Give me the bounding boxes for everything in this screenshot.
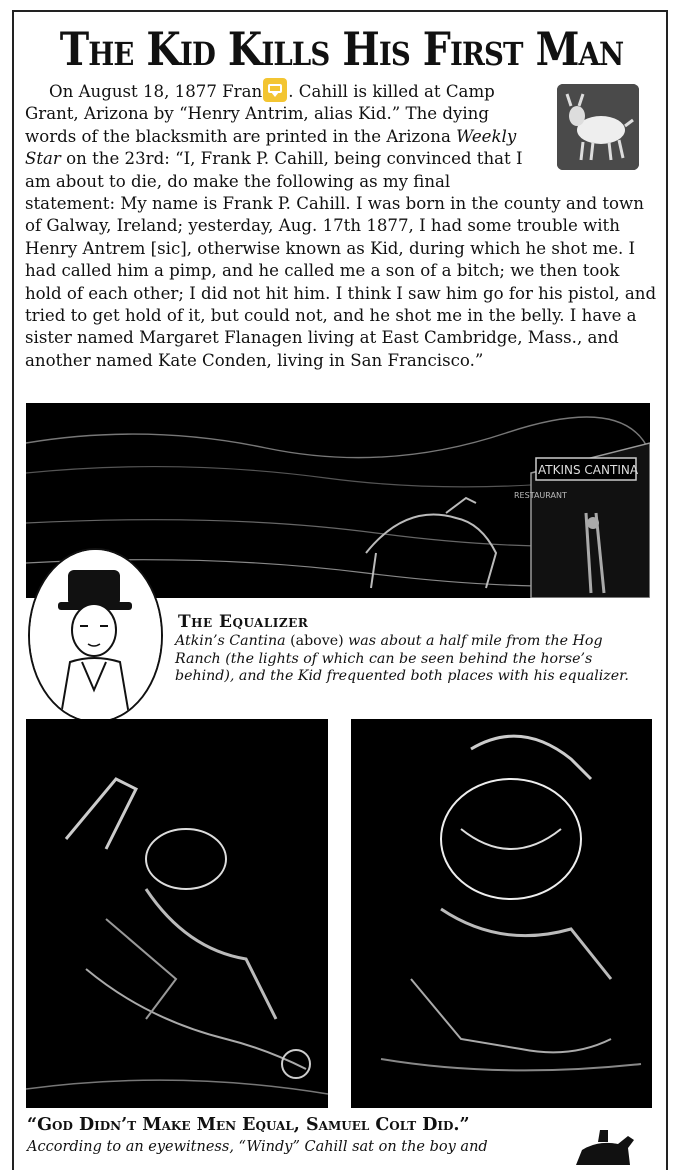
quote-title: “God Didn’t Make Men Equal, Samuel Colt Did.” [27,1115,470,1135]
cantina-sign-top: ATKINS CANTINA [538,463,639,477]
caption-cantina-name: Atkin’s Cantina [175,633,286,649]
caption-above: (above) [285,633,349,649]
body-text-lead: On August 18, 1877 Fran [49,82,263,101]
page-title: The Kid Kills His First Man [59,22,624,76]
newspaper-name: Weekly Star [25,126,517,169]
horse-rider-icon [568,1128,640,1165]
body-text-mid: . Cahill is killed at Camp Grant, Arizona by “Henry Antrim, alias Kid.” The dying words of the blacksmith are printed in the Arizona [25,82,495,146]
body-text-rest: on the 23rd: “I, Frank P. Cahill, being convinced that I am about to die, do make the following as my final statement: My name is Frank P. Cahill. I was born in the county and town of Galway, Ireland; yesterday, Aug. 17th 1877, I had some trouble with Henry Antrem [sic], otherwise known as Kid, during which he shot me. I had called him a pimp, and he called me a son of a bitch; we then took hold of each other; I did not hit him. I think I saw him go for his pistol, and tried to get hold of it, but could not, and he shot me in the belly. I have a sister named Margaret Flanagen living at East Cambridge, Mass., and another named Kate Conden, living in San Francisco.” [25,149,657,370]
caption-text [175,633,645,686]
fight-illustration-left [26,719,328,1108]
goat-illustration-icon [557,84,639,170]
caption-title: The Equalizer [178,612,309,632]
comment-note-icon[interactable] [263,78,287,102]
article-body [25,78,657,372]
cantina-sign-bottom: RESTAURANT [514,491,567,500]
portrait-illustration [28,548,163,723]
fight-illustration-right [351,719,652,1108]
quote-text: According to an eyewitness, “Windy” Cahill sat on the boy and [27,1139,488,1155]
caption-rest: was about a half mile from the Hog Ranch (the lights of which can be seen behind the horse’s behind), and the Kid frequented both places with his equalizer. [175,633,629,685]
